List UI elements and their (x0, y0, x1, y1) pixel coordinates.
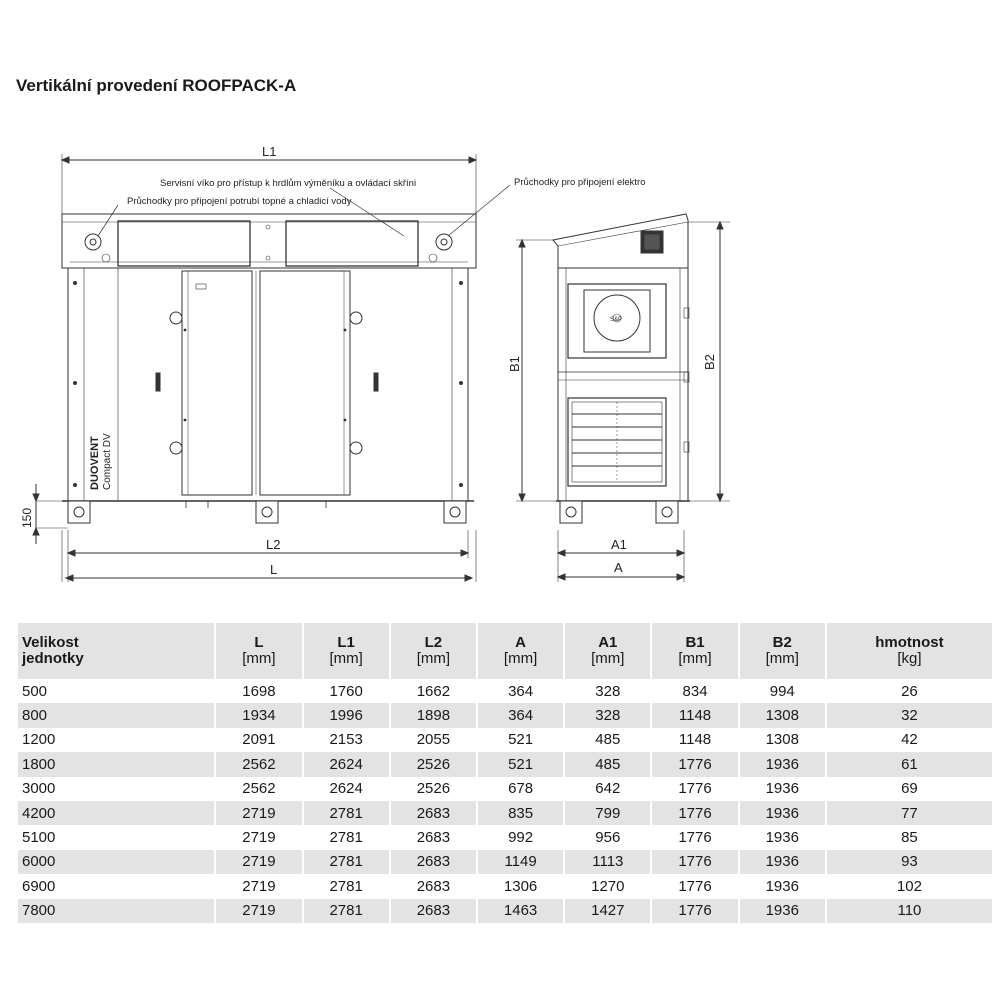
dim-a: A (614, 560, 623, 575)
table-cell: 2781 (304, 899, 389, 923)
header-unit: [mm] (242, 650, 276, 667)
table-cell: 1776 (652, 850, 737, 874)
row-size-cell: 3000 (22, 780, 56, 798)
table-cell: 32 (827, 703, 992, 727)
table-cell: 1936 (740, 801, 825, 825)
callout-service-lid: Servisní víko pro přístup k hrdlům výměníku a ovládací skříni (160, 178, 417, 189)
row-size-cell: 7800 (18, 899, 214, 923)
header-cell (827, 623, 992, 679)
table-cell: 485 (565, 752, 650, 776)
table-cell: 992 (508, 829, 534, 847)
header-name: A1 (598, 634, 618, 651)
header-cell (391, 623, 476, 679)
dim-b2: B2 (702, 354, 717, 370)
table-cell: 364 (508, 682, 534, 700)
table-cell: 2624 (329, 780, 363, 798)
row-size-cell: 500 (22, 682, 48, 700)
row-size-cell: 800 (18, 703, 214, 727)
table-cell: 1898 (391, 703, 476, 727)
table-cell: 2526 (416, 780, 451, 798)
table-cell: 1149 (478, 850, 563, 874)
table-cell: 1308 (765, 731, 799, 749)
table-cell: 1776 (652, 752, 737, 776)
table-cell: 2781 (304, 850, 389, 874)
header-unit: [mm] (416, 650, 451, 667)
header-unit: [mm] (329, 650, 363, 667)
table-cell: 1270 (591, 877, 625, 895)
table-cell: 834 (682, 682, 708, 700)
dim-b1: B1 (507, 356, 522, 372)
table-cell: 835 (478, 801, 563, 825)
table-cell: 2719 (216, 801, 301, 825)
table-cell: 2526 (391, 752, 476, 776)
header-name: B1 (685, 634, 705, 651)
table-cell: 1760 (329, 682, 363, 700)
table-cell: 2719 (216, 850, 301, 874)
header-unit: [mm] (591, 650, 625, 667)
row-size-cell: 1800 (18, 752, 214, 776)
callout-elec-glands: Průchodky pro připojení elektro (514, 177, 646, 188)
dim-l2: L2 (266, 537, 281, 552)
table-cell: 2683 (416, 877, 451, 895)
table-cell: 328 (565, 703, 650, 727)
header-cell (565, 623, 650, 679)
table-cell: 1776 (678, 780, 712, 798)
table-row (18, 874, 992, 898)
table-cell: 2683 (416, 829, 451, 847)
table-cell: 1662 (416, 682, 451, 700)
table-cell: 799 (565, 801, 650, 825)
table-cell: 1776 (678, 877, 712, 895)
table-cell: 1306 (503, 877, 538, 895)
table-cell: 328 (595, 682, 621, 700)
table-cell: 2562 (216, 752, 301, 776)
table-cell: 2719 (242, 877, 276, 895)
header-cell (740, 623, 825, 679)
table-row (18, 801, 992, 825)
table-cell: 956 (595, 829, 621, 847)
table-cell: 1936 (740, 899, 825, 923)
table-cell: 1776 (652, 801, 737, 825)
model-label: Compact DV (102, 433, 113, 490)
table-cell: 1776 (652, 899, 737, 923)
table-cell: 2683 (391, 899, 476, 923)
table-cell: 1308 (740, 703, 825, 727)
table-cell: 2683 (391, 801, 476, 825)
header-name: hmotnost (875, 634, 944, 651)
table-cell: 1113 (565, 850, 650, 874)
table-cell: 2781 (329, 829, 363, 847)
dim-l: L (270, 562, 278, 577)
header-name: L1 (337, 634, 355, 651)
table-cell: 1427 (565, 899, 650, 923)
table-cell: 61 (827, 752, 992, 776)
table-cell: 2562 (242, 780, 276, 798)
row-size-cell: 5100 (22, 829, 56, 847)
header-cell (304, 623, 389, 679)
table-cell: 2781 (304, 801, 389, 825)
table-cell: 1463 (478, 899, 563, 923)
table-cell: 1934 (216, 703, 301, 727)
header-unit: [mm] (503, 650, 538, 667)
table-cell: 1936 (740, 752, 825, 776)
table-cell: 102 (896, 877, 922, 895)
table-cell: 1936 (765, 780, 799, 798)
header-cell (18, 623, 214, 679)
page-title: Vertikální provedení ROOFPACK-A (16, 76, 297, 95)
table-cell: 1936 (740, 850, 825, 874)
row-size-cell: 6000 (18, 850, 214, 874)
row-size-cell: 6900 (22, 877, 56, 895)
header-unit: [kg] (897, 650, 922, 667)
spec-table (16, 623, 994, 923)
table-cell: 678 (508, 780, 534, 798)
table-cell: 77 (827, 801, 992, 825)
table-cell: 93 (827, 850, 992, 874)
header-name: B2 (772, 634, 792, 651)
table-cell: 1936 (765, 829, 799, 847)
table-row (18, 728, 992, 752)
header-cell (478, 623, 563, 679)
table-cell: 2091 (242, 731, 276, 749)
table-row (18, 703, 992, 727)
header-unit: [mm] (678, 650, 712, 667)
table-cell: 2719 (242, 829, 276, 847)
table-body (18, 679, 992, 923)
table-cell: 1148 (678, 731, 712, 749)
table-row (18, 850, 992, 874)
table-cell: 2719 (216, 899, 301, 923)
table-cell: 994 (769, 682, 795, 700)
table-cell: 1148 (652, 703, 737, 727)
table-row (18, 899, 992, 923)
row-size-cell: 1200 (22, 731, 56, 749)
table-cell: 485 (595, 731, 621, 749)
table-cell: 521 (478, 752, 563, 776)
row-size-cell: 4200 (18, 801, 214, 825)
table-cell: 1996 (304, 703, 389, 727)
table-cell: 1936 (765, 877, 799, 895)
table-cell: 364 (478, 703, 563, 727)
table-cell: 1776 (678, 829, 712, 847)
table-cell: 1698 (242, 682, 276, 700)
table-cell: 2683 (391, 850, 476, 874)
table-cell: 110 (827, 899, 992, 923)
table-cell: 642 (595, 780, 621, 798)
table-cell: 2153 (329, 731, 363, 749)
header-name: L2 (424, 634, 443, 651)
table-row (18, 679, 992, 703)
table-cell: 85 (901, 829, 918, 847)
table-row (18, 752, 992, 776)
header-name: L (254, 634, 264, 651)
table-cell: 42 (901, 731, 918, 749)
dim-a1: A1 (611, 537, 627, 552)
table-header-row (18, 623, 992, 679)
header-cell (216, 623, 301, 679)
table-cell: 2624 (304, 752, 389, 776)
table-cell: 26 (901, 682, 918, 700)
header-name: Velikost jednotky (22, 634, 84, 667)
brand-label: DUOVENT (89, 436, 101, 490)
header-unit: [mm] (765, 650, 799, 667)
dim-150: 150 (20, 507, 34, 528)
header-name: A (515, 634, 527, 651)
table-cell: 2781 (329, 877, 363, 895)
dim-l1: L1 (262, 144, 277, 159)
table-cell: 521 (508, 731, 534, 749)
table-cell: 69 (901, 780, 918, 798)
callout-pipe-glands: Průchodky pro připojení potrubí topné a chladicí vody (127, 196, 352, 207)
header-cell (652, 623, 737, 679)
table-cell: 2055 (416, 731, 451, 749)
fan-label: S&P (610, 317, 623, 323)
table-row (18, 777, 992, 801)
table-row (18, 825, 992, 849)
